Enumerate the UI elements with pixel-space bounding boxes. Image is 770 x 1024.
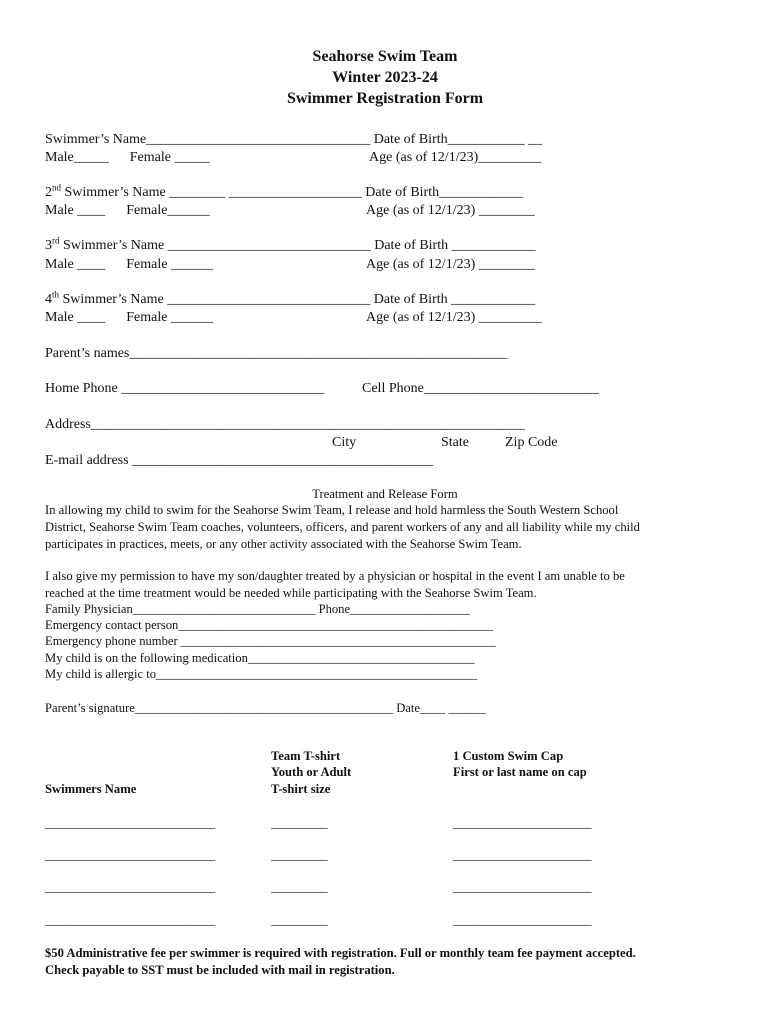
table-row-3-cap[interactable]: ______________________	[453, 880, 592, 894]
swimmer2-name-text: Swimmer’s Name ________ ___________________ Date of Birth____________	[61, 185, 524, 200]
table-row-1-size[interactable]: _________	[271, 816, 328, 830]
team-title: Seahorse Swim Team	[312, 48, 458, 65]
table-row-4-name[interactable]: ___________________________	[45, 913, 216, 927]
family-physician-field[interactable]: Family Physician_____________________________ Phone___________________	[45, 602, 470, 616]
swimmer4-ordinal: 4	[45, 292, 52, 307]
swimmer4-name-line[interactable]	[45, 289, 536, 308]
zip-code-label: Zip Code	[505, 435, 558, 450]
swimmer3-sex-line[interactable]: Male ____ Female ______	[45, 257, 213, 272]
table-row-3-size[interactable]: _________	[271, 880, 328, 894]
release-heading: Treatment and Release Form	[312, 487, 458, 501]
swimmer4-sex-line[interactable]: Male ____ Female ______	[45, 310, 213, 325]
fee-notice-line1: $50 Administrative fee per swimmer is required with registration. Full or monthly team fee payment accepted.	[45, 946, 636, 960]
email-field[interactable]: E-mail address ___________________________________________	[45, 453, 434, 468]
table-row-2-name[interactable]: ___________________________	[45, 848, 216, 862]
release-para2-line2: reached at the time treatment would be needed while participating with the Seahorse Swim Team.	[45, 586, 537, 600]
tshirt-header-line3: T-shirt size	[271, 782, 331, 796]
release-para2-line1: I also give my permission to have my son/daughter treated by a physician or hospital in the event I am unable to be	[45, 569, 625, 583]
swimmer1-sex-line[interactable]: Male_____ Female _____	[45, 150, 210, 165]
swimmer2-name-line[interactable]	[45, 182, 524, 201]
city-label: City	[332, 435, 357, 450]
parent-signature-field[interactable]: Parent’s signature_________________________________________ Date____ ______	[45, 701, 487, 715]
swimmers-name-header: Swimmers Name	[45, 782, 137, 796]
table-row-1-cap[interactable]: ______________________	[453, 816, 592, 830]
state-label: State	[441, 435, 469, 450]
tshirt-header-line1: Team T-shirt	[271, 749, 341, 763]
cell-phone-field[interactable]: Cell Phone_________________________	[362, 381, 599, 396]
table-row-3-name[interactable]: ___________________________	[45, 880, 216, 894]
release-para1-line1: In allowing my child to swim for the Seahorse Swim Team, I release and hold harmless the South Western School	[45, 503, 619, 517]
swimmer3-age-line[interactable]: Age (as of 12/1/23) ________	[366, 257, 535, 272]
swimmer3-ordinal-suffix: rd	[52, 235, 60, 246]
release-para1-line2: District, Seahorse Swim Team coaches, volunteers, officers, and parent workers of any and all liability while my child	[45, 520, 640, 534]
swimmer4-name-text: Swimmer’s Name _____________________________ Date of Birth ____________	[59, 292, 536, 307]
swimmer2-age-line[interactable]: Age (as of 12/1/23) ________	[366, 203, 535, 218]
emergency-contact-field[interactable]: Emergency contact person__________________________________________________	[45, 618, 494, 632]
swimmer2-ordinal-suffix: nd	[52, 182, 61, 193]
table-row-1-name[interactable]: ___________________________	[45, 816, 216, 830]
table-row-4-cap[interactable]: ______________________	[453, 913, 592, 927]
swimmer1-name-line[interactable]: Swimmer’s Name________________________________ Date of Birth___________ __	[45, 132, 543, 147]
swimmer3-name-line[interactable]	[45, 235, 536, 254]
swim-cap-header-line2: First or last name on cap	[453, 765, 587, 779]
release-para1-line3: participates in practices, meets, or any other activity associated with the Seahorse Swim Team.	[45, 537, 522, 551]
swimmer1-age-line[interactable]: Age (as of 12/1/23)_________	[369, 150, 542, 165]
allergy-field[interactable]: My child is allergic to___________________________________________________	[45, 667, 478, 681]
medication-field[interactable]: My child is on the following medication____________________________________	[45, 651, 475, 665]
swimmer3-name-text: Swimmer’s Name _____________________________ Date of Birth ____________	[59, 238, 536, 253]
emergency-phone-field[interactable]: Emergency phone number __________________________________________________	[45, 634, 496, 648]
season-title: Winter 2023-24	[332, 69, 438, 86]
swimmer4-ordinal-suffix: th	[52, 289, 60, 300]
home-phone-field[interactable]: Home Phone _____________________________	[45, 381, 325, 396]
table-row-2-size[interactable]: _________	[271, 848, 328, 862]
table-row-4-size[interactable]: _________	[271, 913, 328, 927]
form-title: Swimmer Registration Form	[286, 90, 484, 107]
swimmer2-ordinal: 2	[45, 185, 52, 200]
table-row-2-cap[interactable]: ______________________	[453, 848, 592, 862]
swim-cap-header-line1: 1 Custom Swim Cap	[453, 749, 564, 763]
swimmer3-ordinal: 3	[45, 238, 52, 253]
swimmer2-sex-line[interactable]: Male ____ Female______	[45, 203, 210, 218]
swimmer4-age-line[interactable]: Age (as of 12/1/23) _________	[366, 310, 542, 325]
tshirt-header-line2: Youth or Adult	[271, 765, 352, 779]
fee-notice-line2: Check payable to SST must be included with mail in registration.	[45, 963, 395, 977]
address-field[interactable]: Address______________________________________________________________	[45, 417, 525, 432]
parents-names-field[interactable]: Parent’s names______________________________________________________	[45, 346, 508, 361]
